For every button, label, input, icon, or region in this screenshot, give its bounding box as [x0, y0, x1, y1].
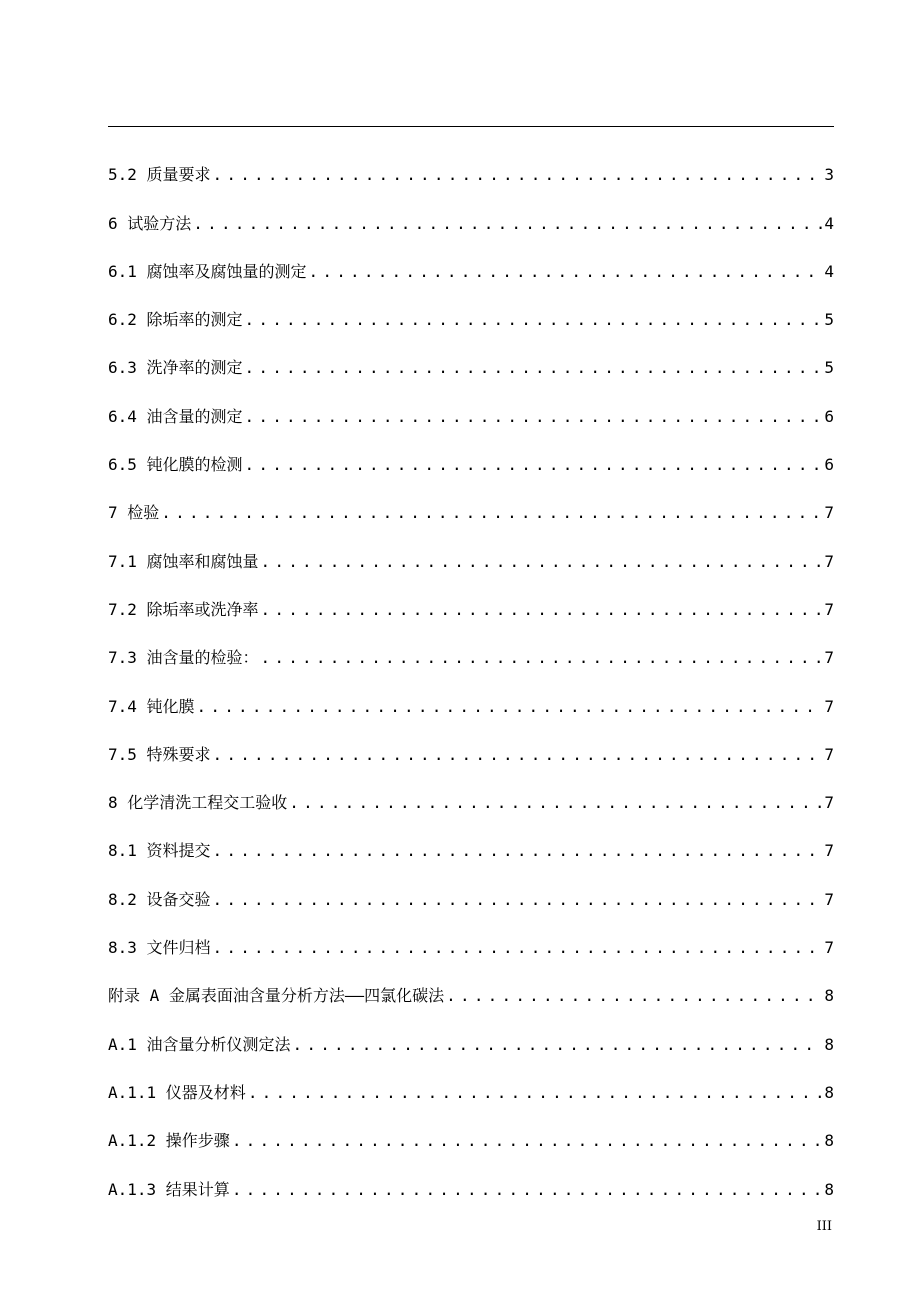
toc-entry-page: 8: [824, 1034, 834, 1054]
toc-entry-title: 8.3 文件归档: [108, 938, 211, 958]
toc-entry-page: 7: [824, 841, 834, 861]
toc-entry-title: 7 检验: [108, 503, 160, 523]
toc-entry-page: 7: [824, 793, 834, 813]
toc-dot-leader: [161, 500, 822, 526]
toc-dot-leader: [289, 790, 822, 816]
toc-entry-page: 5: [824, 358, 834, 378]
toc-dot-leader: [309, 259, 822, 285]
toc-entry-title: 6.5 钝化膜的检测: [108, 455, 243, 475]
header-rule: [108, 126, 834, 127]
toc-dot-leader: [197, 694, 822, 720]
toc-dot-leader: [245, 307, 822, 333]
toc-dot-leader: [293, 1032, 822, 1058]
toc-entry-title: 7.5 特殊要求: [108, 744, 211, 764]
toc-entry-page: 7: [824, 938, 834, 958]
toc-entry-page: 8: [824, 1179, 834, 1199]
toc-entry[interactable]: [108, 1009, 834, 1057]
toc-dot-leader: [248, 1080, 822, 1106]
toc-dot-leader: [232, 1128, 822, 1154]
toc-dot-leader: [261, 597, 822, 623]
toc-entry-title: 7.3 油含量的检验：: [108, 648, 259, 668]
toc-dot-leader: [213, 838, 822, 864]
toc-entry[interactable]: [108, 381, 834, 429]
toc-entry[interactable]: [108, 285, 834, 333]
toc-entry[interactable]: [108, 333, 834, 381]
toc-entry-page: 5: [824, 310, 834, 330]
toc-entry[interactable]: [108, 623, 834, 671]
toc-entry[interactable]: [108, 188, 834, 236]
toc-entry[interactable]: [108, 478, 834, 526]
toc-entry-page: 7: [824, 551, 834, 571]
toc-entry-page: 8: [824, 1082, 834, 1102]
toc-entry-title: 6 试验方法: [108, 213, 192, 233]
toc-entry-title: 8.2 设备交验: [108, 889, 211, 909]
toc-dot-leader: [245, 452, 822, 478]
toc-entry-page: 8: [824, 986, 834, 1006]
table-of-contents: [108, 140, 834, 1203]
toc-entry[interactable]: [108, 768, 834, 816]
toc-entry-title: 7.1 腐蚀率和腐蚀量: [108, 551, 259, 571]
toc-entry-title: 8 化学清洗工程交工验收: [108, 793, 288, 813]
toc-dot-leader: [193, 211, 822, 237]
toc-entry-page: 6: [824, 406, 834, 426]
toc-entry[interactable]: [108, 671, 834, 719]
toc-entry[interactable]: [108, 961, 834, 1009]
toc-dot-leader: [245, 404, 822, 430]
toc-dot-leader: [213, 162, 822, 188]
toc-entry-title: 7.4 钝化膜: [108, 696, 195, 716]
toc-entry-title: 8.1 资料提交: [108, 841, 211, 861]
toc-dot-leader: [232, 1177, 822, 1203]
toc-entry-title: 5.2 质量要求: [108, 165, 211, 185]
toc-entry-page: 8: [824, 1131, 834, 1151]
toc-entry-title: A.1.3 结果计算: [108, 1179, 230, 1199]
toc-entry-page: 7: [824, 889, 834, 909]
toc-entry-page: 7: [824, 744, 834, 764]
toc-dot-leader: [213, 887, 822, 913]
toc-entry-page: 3: [824, 165, 834, 185]
toc-entry-page: 7: [824, 648, 834, 668]
toc-entry[interactable]: [108, 720, 834, 768]
toc-entry[interactable]: [108, 913, 834, 961]
toc-entry[interactable]: [108, 1106, 834, 1154]
toc-entry[interactable]: [108, 526, 834, 574]
toc-entry-title: 附录 A 金属表面油含量分析方法——四氯化碳法: [108, 986, 445, 1006]
toc-entry-page: 7: [824, 503, 834, 523]
page-number: III: [816, 1219, 832, 1234]
toc-dot-leader: [261, 549, 822, 575]
toc-entry-page: 7: [824, 696, 834, 716]
toc-dot-leader: [213, 742, 822, 768]
toc-entry[interactable]: [108, 430, 834, 478]
toc-entry-title: 7.2 除垢率或洗净率: [108, 599, 259, 619]
toc-entry-title: 6.4 油含量的测定: [108, 406, 243, 426]
toc-entry-title: 6.3 洗净率的测定: [108, 358, 243, 378]
toc-entry-title: 6.1 腐蚀率及腐蚀量的测定: [108, 261, 307, 281]
toc-entry[interactable]: [108, 816, 834, 864]
toc-dot-leader: [245, 355, 822, 381]
toc-dot-leader: [261, 645, 822, 671]
toc-entry[interactable]: [108, 864, 834, 912]
toc-entry-title: A.1.2 操作步骤: [108, 1131, 230, 1151]
toc-entry[interactable]: [108, 1154, 834, 1202]
toc-entry-page: 4: [824, 261, 834, 281]
toc-entry[interactable]: [108, 140, 834, 188]
toc-dot-leader: [213, 935, 822, 961]
toc-entry[interactable]: [108, 575, 834, 623]
toc-entry[interactable]: [108, 237, 834, 285]
toc-entry-page: 6: [824, 455, 834, 475]
toc-entry-page: 4: [824, 213, 834, 233]
toc-entry-page: 7: [824, 599, 834, 619]
toc-entry-title: A.1.1 仪器及材料: [108, 1082, 246, 1102]
toc-entry-title: 6.2 除垢率的测定: [108, 310, 243, 330]
toc-dot-leader: [446, 983, 822, 1009]
toc-entry[interactable]: [108, 1058, 834, 1106]
toc-entry-title: A.1 油含量分析仪测定法: [108, 1034, 291, 1054]
